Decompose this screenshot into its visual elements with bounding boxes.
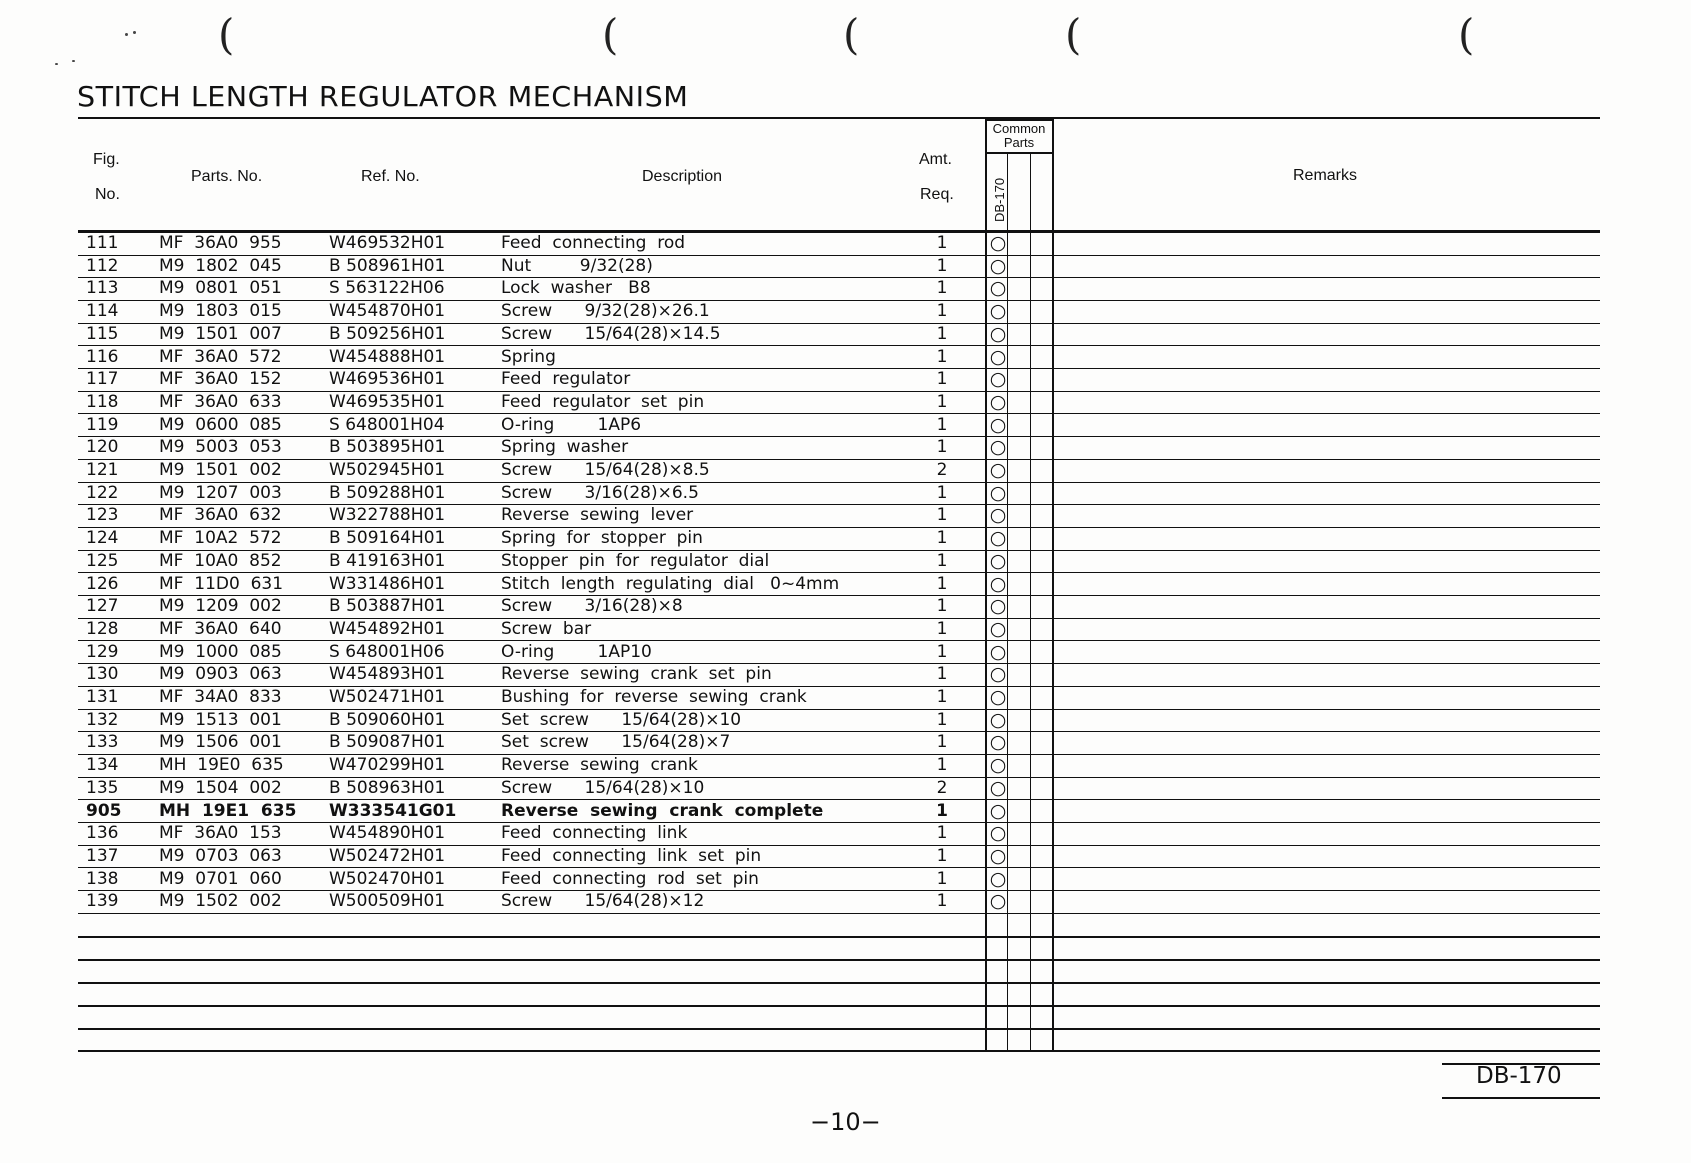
footer-code-bottom-rule bbox=[1442, 1097, 1600, 1099]
title-rule bbox=[78, 117, 1600, 119]
page-number: −10− bbox=[810, 1108, 881, 1136]
header-amt-line2: Req. bbox=[920, 186, 954, 203]
common-part-mark: ○ bbox=[989, 776, 1007, 799]
parts-number: M9 0903 063 bbox=[159, 664, 282, 685]
description: Spring bbox=[501, 346, 556, 367]
ref-number: B 503895H01 bbox=[329, 437, 446, 458]
common-part-mark: ○ bbox=[989, 232, 1007, 254]
amount-required: 1 bbox=[936, 868, 948, 889]
amount-required: 1 bbox=[936, 414, 948, 435]
parts-number: M9 0600 085 bbox=[159, 414, 282, 435]
amount-required: 1 bbox=[936, 255, 948, 276]
fig-number: 133 bbox=[86, 732, 119, 753]
model-code: DB-170 bbox=[1476, 1063, 1562, 1089]
ref-number: S 648001H04 bbox=[329, 414, 445, 435]
common-part-mark: ○ bbox=[989, 844, 1007, 867]
fig-number: 123 bbox=[86, 505, 119, 526]
parts-number: MF 36A0 572 bbox=[159, 346, 282, 367]
table-row bbox=[78, 868, 1600, 892]
table-row bbox=[78, 232, 1600, 256]
amount-required: 1 bbox=[936, 550, 948, 571]
fig-number: 115 bbox=[86, 323, 119, 344]
parts-number: MF 10A2 572 bbox=[159, 528, 282, 549]
fig-number: 131 bbox=[86, 687, 119, 707]
amount-required: 1 bbox=[936, 732, 948, 753]
amount-required: 1 bbox=[936, 369, 948, 390]
amount-required: 1 bbox=[936, 596, 948, 617]
fig-number: 132 bbox=[86, 709, 119, 730]
speck bbox=[55, 63, 58, 65]
amount-required: 1 bbox=[936, 664, 948, 685]
table-row bbox=[78, 482, 1600, 506]
header-remarks: Remarks bbox=[1293, 167, 1358, 184]
ref-number: W454892H01 bbox=[329, 618, 446, 639]
parts-number: MH 19E1 635 bbox=[159, 800, 297, 821]
common-header-mid bbox=[985, 152, 1053, 154]
amount-required: 1 bbox=[936, 641, 948, 662]
common-part-mark: ○ bbox=[989, 686, 1007, 708]
amount-required: 1 bbox=[936, 800, 948, 821]
speck bbox=[125, 33, 128, 36]
binder-hole-mark: ( bbox=[1065, 10, 1082, 59]
parts-number: MF 36A0 153 bbox=[159, 823, 282, 844]
fig-number: 134 bbox=[86, 755, 119, 776]
table-bottom-rule bbox=[78, 1050, 1600, 1052]
ref-number: W502471H01 bbox=[329, 687, 446, 707]
parts-number: M9 1506 001 bbox=[159, 732, 282, 753]
binder-hole-mark: ( bbox=[843, 10, 860, 59]
binder-hole-mark: ( bbox=[1458, 10, 1475, 59]
parts-number: M9 0701 060 bbox=[159, 868, 282, 889]
fig-number: 139 bbox=[86, 891, 119, 912]
amount-required: 1 bbox=[936, 709, 948, 730]
description: Reverse sewing crank set pin bbox=[501, 664, 772, 685]
description: Screw 15/64(28)×12 bbox=[501, 891, 705, 912]
empty-row-line bbox=[78, 959, 1600, 961]
table-row bbox=[78, 800, 1600, 824]
fig-number: 116 bbox=[86, 346, 119, 367]
amount-required: 1 bbox=[936, 618, 948, 639]
ref-number: W470299H01 bbox=[329, 755, 446, 776]
binder-hole-mark: ( bbox=[218, 10, 235, 59]
ref-number: W500509H01 bbox=[329, 891, 446, 912]
amount-required: 1 bbox=[936, 323, 948, 344]
fig-number: 125 bbox=[86, 550, 119, 571]
table-row bbox=[78, 618, 1600, 642]
description: Lock washer B8 bbox=[501, 278, 651, 299]
ref-number: S 648001H06 bbox=[329, 641, 445, 662]
amount-required: 1 bbox=[936, 823, 948, 844]
amount-required: 1 bbox=[936, 482, 948, 503]
ref-number: B 509060H01 bbox=[329, 709, 446, 730]
amount-required: 1 bbox=[936, 687, 948, 707]
common-part-mark: ○ bbox=[989, 368, 1007, 391]
ref-number: W331486H01 bbox=[329, 573, 446, 594]
common-part-mark: ○ bbox=[989, 595, 1007, 618]
header-fig-line1: Fig. bbox=[93, 151, 120, 168]
fig-number: 126 bbox=[86, 573, 119, 594]
table-row bbox=[78, 436, 1600, 460]
ref-number: W502945H01 bbox=[329, 460, 446, 480]
description: Feed regulator bbox=[501, 369, 631, 390]
table-row bbox=[78, 300, 1600, 324]
common-part-mark: ○ bbox=[989, 413, 1007, 436]
parts-number: M9 1207 003 bbox=[159, 482, 282, 503]
fig-number: 122 bbox=[86, 482, 119, 503]
fig-number: 114 bbox=[86, 301, 119, 322]
table-row bbox=[78, 277, 1600, 301]
ref-number: W454888H01 bbox=[329, 346, 446, 367]
ref-number: B 508963H01 bbox=[329, 777, 446, 798]
ref-number: W454893H01 bbox=[329, 664, 446, 685]
ref-number: B 419163H01 bbox=[329, 550, 446, 571]
parts-number: M9 5003 053 bbox=[159, 437, 282, 458]
ref-number: S 563122H06 bbox=[329, 278, 445, 299]
common-part-mark: ○ bbox=[989, 799, 1007, 822]
table-row bbox=[78, 731, 1600, 755]
parts-number: MF 10A0 852 bbox=[159, 550, 282, 571]
description: Set screw 15/64(28)×10 bbox=[501, 709, 742, 730]
common-part-mark: ○ bbox=[989, 708, 1007, 731]
amount-required: 1 bbox=[936, 891, 948, 912]
ref-number: B 509164H01 bbox=[329, 528, 446, 549]
description: Screw 15/64(28)×8.5 bbox=[501, 460, 710, 480]
common-part-mark: ○ bbox=[989, 300, 1007, 323]
amount-required: 1 bbox=[936, 391, 948, 412]
fig-number: 112 bbox=[86, 255, 119, 276]
header-model-col: DB-170 bbox=[992, 177, 1007, 222]
amount-required: 1 bbox=[936, 278, 948, 299]
ref-number: W469536H01 bbox=[329, 369, 446, 390]
fig-number: 129 bbox=[86, 641, 119, 662]
fig-number: 117 bbox=[86, 369, 119, 390]
table-row bbox=[78, 368, 1600, 392]
parts-number: M9 1209 002 bbox=[159, 596, 282, 617]
description: Reverse sewing lever bbox=[501, 505, 694, 526]
fig-number: 118 bbox=[86, 391, 119, 412]
ref-number: W454890H01 bbox=[329, 823, 446, 844]
table-row bbox=[78, 890, 1600, 914]
amount-required: 2 bbox=[936, 460, 948, 480]
parts-number: MH 19E0 635 bbox=[159, 755, 284, 776]
common-header-top bbox=[985, 119, 1053, 121]
parts-number: M9 1802 045 bbox=[159, 255, 282, 276]
fig-number: 127 bbox=[86, 596, 119, 617]
description: Feed connecting rod set pin bbox=[501, 868, 759, 889]
ref-number: W469535H01 bbox=[329, 391, 446, 412]
common-part-mark: ○ bbox=[989, 822, 1007, 845]
fig-number: 119 bbox=[86, 414, 119, 435]
ref-number: W502472H01 bbox=[329, 845, 446, 866]
speck bbox=[72, 60, 75, 62]
table-row bbox=[78, 346, 1600, 370]
ref-number: B 503887H01 bbox=[329, 596, 446, 617]
amount-required: 1 bbox=[936, 346, 948, 367]
fig-number: 120 bbox=[86, 437, 119, 458]
fig-number: 136 bbox=[86, 823, 119, 844]
amount-required: 1 bbox=[936, 437, 948, 458]
fig-number: 135 bbox=[86, 777, 119, 798]
table-row bbox=[78, 255, 1600, 279]
header-fig-line2: No. bbox=[95, 186, 120, 203]
header-common-line1: Common bbox=[992, 121, 1046, 136]
description: Stitch length regulating dial 0~4mm bbox=[501, 573, 840, 594]
common-part-mark: ○ bbox=[989, 640, 1007, 663]
common-part-mark: ○ bbox=[989, 527, 1007, 550]
description: Screw 9/32(28)×26.1 bbox=[501, 301, 710, 322]
description: Feed regulator set pin bbox=[501, 391, 705, 412]
description: Nut 9/32(28) bbox=[501, 255, 653, 276]
parts-number: M9 1000 085 bbox=[159, 641, 282, 662]
common-part-mark: ○ bbox=[989, 754, 1007, 777]
table-row bbox=[78, 845, 1600, 869]
common-part-mark: ○ bbox=[989, 663, 1007, 686]
amount-required: 1 bbox=[936, 845, 948, 866]
table-row bbox=[78, 527, 1600, 551]
ref-number: W333541G01 bbox=[329, 800, 457, 821]
common-part-mark: ○ bbox=[989, 436, 1007, 459]
table-row bbox=[78, 459, 1600, 483]
parts-number: M9 1501 007 bbox=[159, 323, 282, 344]
common-part-mark: ○ bbox=[989, 617, 1007, 640]
common-part-mark: ○ bbox=[989, 731, 1007, 754]
description: Set screw 15/64(28)×7 bbox=[501, 732, 731, 753]
parts-number: M9 0703 063 bbox=[159, 845, 282, 866]
amount-required: 1 bbox=[936, 505, 948, 526]
parts-number: M9 1501 002 bbox=[159, 460, 282, 480]
table-row bbox=[78, 777, 1600, 801]
fig-number: 905 bbox=[86, 800, 122, 821]
ref-number: W469532H01 bbox=[329, 233, 446, 253]
table-row bbox=[78, 686, 1600, 710]
description: Feed connecting link bbox=[501, 823, 688, 844]
parts-number: MF 34A0 833 bbox=[159, 687, 282, 707]
amount-required: 1 bbox=[936, 233, 948, 253]
parts-number: M9 1513 001 bbox=[159, 709, 282, 730]
binder-hole-mark: ( bbox=[602, 10, 619, 59]
parts-number: MF 11D0 631 bbox=[159, 573, 284, 594]
header-ref-no: Ref. No. bbox=[361, 168, 420, 185]
header-parts-no: Parts. No. bbox=[191, 168, 263, 185]
common-part-mark: ○ bbox=[989, 549, 1007, 572]
common-part-mark: ○ bbox=[989, 890, 1007, 913]
parts-number: M9 1803 015 bbox=[159, 301, 282, 322]
empty-row-line bbox=[78, 1028, 1600, 1030]
header-common-line2: Parts bbox=[1003, 135, 1035, 150]
table-row bbox=[78, 595, 1600, 619]
ref-number: W454870H01 bbox=[329, 301, 446, 322]
parts-number: MF 36A0 632 bbox=[159, 505, 282, 526]
common-part-mark: ○ bbox=[989, 390, 1007, 413]
parts-number: MF 36A0 955 bbox=[159, 233, 282, 253]
ref-number: B 508961H01 bbox=[329, 255, 446, 276]
table-row bbox=[78, 641, 1600, 665]
fig-number: 137 bbox=[86, 845, 119, 866]
table-row bbox=[78, 504, 1600, 528]
description: Feed connecting link set pin bbox=[501, 845, 762, 866]
common-part-mark: ○ bbox=[989, 254, 1007, 277]
description: Screw 15/64(28)×14.5 bbox=[501, 323, 721, 344]
description: Reverse sewing crank bbox=[501, 755, 698, 776]
description: Stopper pin for regulator dial bbox=[501, 550, 770, 571]
speck bbox=[133, 31, 136, 34]
description: Screw 3/16(28)×8 bbox=[501, 596, 683, 617]
table-row bbox=[78, 754, 1600, 778]
amount-required: 1 bbox=[936, 301, 948, 322]
parts-number: MF 36A0 640 bbox=[159, 618, 282, 639]
description: Feed connecting rod bbox=[501, 233, 686, 253]
description: Screw 15/64(28)×10 bbox=[501, 777, 705, 798]
fig-number: 128 bbox=[86, 618, 119, 639]
table-row bbox=[78, 573, 1600, 597]
common-part-mark: ○ bbox=[989, 459, 1007, 481]
fig-number: 111 bbox=[86, 233, 119, 253]
ref-number: W502470H01 bbox=[329, 868, 446, 889]
table-row bbox=[78, 414, 1600, 438]
common-part-mark: ○ bbox=[989, 867, 1007, 890]
ref-number: B 509256H01 bbox=[329, 323, 446, 344]
table-row bbox=[78, 822, 1600, 846]
description: Reverse sewing crank complete bbox=[501, 800, 824, 821]
common-part-mark: ○ bbox=[989, 277, 1007, 300]
parts-number: M9 0801 051 bbox=[159, 278, 282, 299]
amount-required: 1 bbox=[936, 755, 948, 776]
fig-number: 138 bbox=[86, 868, 119, 889]
table-row bbox=[78, 663, 1600, 687]
parts-number: M9 1504 002 bbox=[159, 777, 282, 798]
fig-number: 124 bbox=[86, 528, 119, 549]
common-part-mark: ○ bbox=[989, 572, 1007, 595]
header-description: Description bbox=[642, 168, 723, 185]
description: Bushing for reverse sewing crank bbox=[501, 687, 807, 707]
empty-row-line bbox=[78, 982, 1600, 984]
parts-number: M9 1502 002 bbox=[159, 891, 282, 912]
common-part-mark: ○ bbox=[989, 322, 1007, 345]
ref-number: W322788H01 bbox=[329, 505, 446, 526]
description: O-ring 1AP6 bbox=[501, 414, 642, 435]
description: Screw 3/16(28)×6.5 bbox=[501, 482, 699, 503]
amount-required: 2 bbox=[936, 777, 948, 798]
common-part-mark: ○ bbox=[989, 345, 1007, 368]
ref-number: B 509288H01 bbox=[329, 482, 446, 503]
table-row bbox=[78, 550, 1600, 574]
common-part-mark: ○ bbox=[989, 481, 1007, 504]
amount-required: 1 bbox=[936, 573, 948, 594]
page-title: STITCH LENGTH REGULATOR MECHANISM bbox=[77, 80, 689, 113]
fig-number: 113 bbox=[86, 278, 119, 299]
description: Spring washer bbox=[501, 437, 629, 458]
description: Screw bar bbox=[501, 618, 592, 639]
description: O-ring 1AP10 bbox=[501, 641, 652, 662]
amount-required: 1 bbox=[936, 528, 948, 549]
fig-number: 130 bbox=[86, 664, 119, 685]
empty-row-line bbox=[78, 936, 1600, 938]
parts-number: MF 36A0 633 bbox=[159, 391, 282, 412]
header-amt-line1: Amt. bbox=[919, 151, 952, 168]
table-row bbox=[78, 709, 1600, 733]
common-part-mark: ○ bbox=[989, 504, 1007, 527]
table-row bbox=[78, 323, 1600, 347]
table-row bbox=[78, 391, 1600, 415]
parts-number: MF 36A0 152 bbox=[159, 369, 282, 390]
fig-number: 121 bbox=[86, 460, 119, 480]
description: Spring for stopper pin bbox=[501, 528, 703, 549]
empty-row-line bbox=[78, 1005, 1600, 1007]
ref-number: B 509087H01 bbox=[329, 732, 446, 753]
